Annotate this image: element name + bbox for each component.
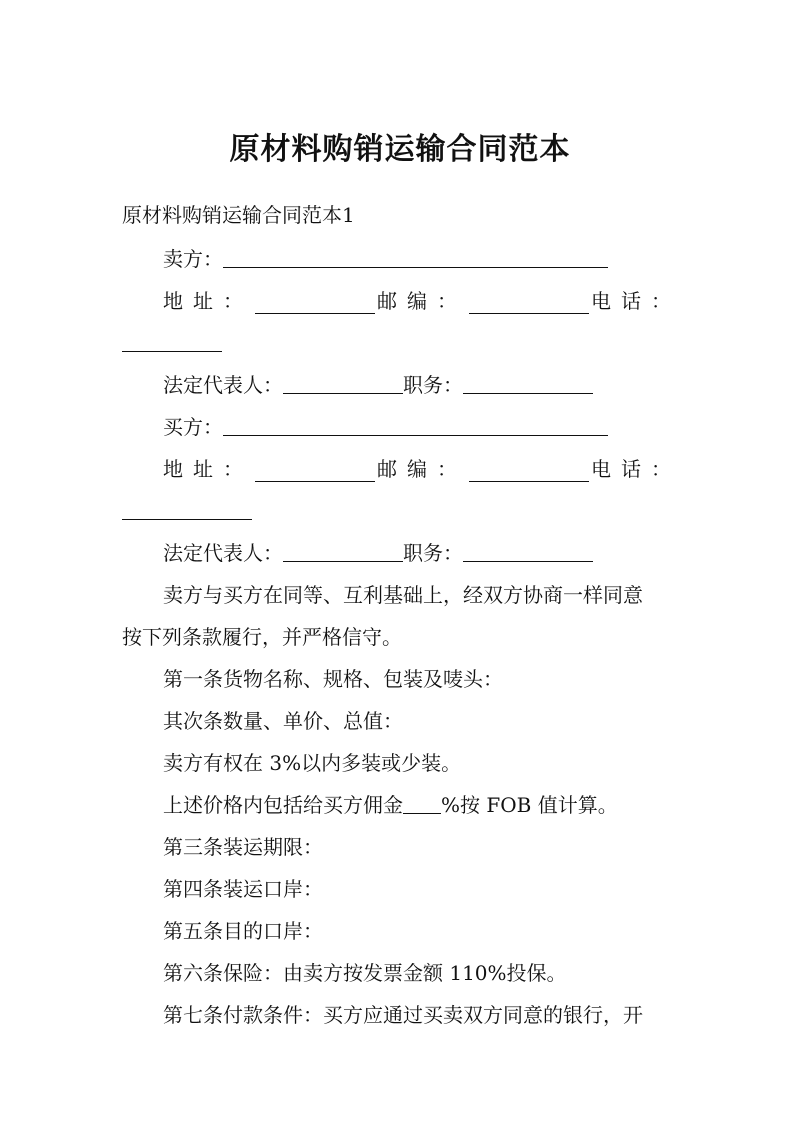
seller-blank [223, 249, 608, 268]
seller-phone-label: 电话： [591, 289, 681, 313]
clause-4: 第四条装运口岸： [163, 877, 323, 901]
document-title: 原材料购销运输合同范本 [229, 132, 571, 167]
seller-position-label: 职务： [403, 373, 463, 397]
seller-legal-rep-blank [283, 375, 403, 394]
seller-phone-row [122, 330, 222, 356]
document-subtitle: 原材料购销运输合同范本1 [122, 203, 355, 227]
commission-blank [403, 795, 441, 814]
seller-phone-blank [122, 333, 222, 352]
seller-address-row [163, 288, 681, 314]
seller-postcode-label: 邮编： [377, 289, 467, 313]
clause-2: 其次条数量、单价、总值： [163, 709, 403, 733]
buyer-blank [223, 417, 608, 436]
seller-address-label: 地址： [163, 289, 253, 313]
clause-5: 第五条目的口岸： [163, 919, 323, 943]
clause-1: 第一条货物名称、规格、包装及唛头： [163, 667, 503, 691]
buyer-address-blank [255, 463, 375, 482]
buyer-legal-rep-label: 法定代表人： [163, 541, 283, 565]
clause-7: 第七条付款条件：买方应通过买卖双方同意的银行，开 [163, 1003, 643, 1027]
buyer-position-label: 职务： [403, 541, 463, 565]
buyer-address-label: 地址： [163, 457, 253, 481]
buyer-address-row [163, 456, 681, 482]
seller-row [163, 246, 608, 272]
commission-prefix: 上述价格内包括给买方佣金 [163, 793, 403, 817]
buyer-position-blank [463, 543, 593, 562]
buyer-legal-row [163, 540, 593, 566]
buyer-postcode-label: 邮编： [377, 457, 467, 481]
buyer-phone-blank [122, 501, 252, 520]
buyer-postcode-blank [469, 463, 589, 482]
intro-paragraph-line-1: 卖方与买方在同等、互利基础上，经双方协商一样同意 [163, 583, 643, 607]
seller-legal-rep-label: 法定代表人： [163, 373, 283, 397]
clause-6: 第六条保险：由卖方按发票金额 110%投保。 [163, 961, 567, 985]
buyer-label: 买方： [163, 415, 223, 439]
clause-3: 第三条装运期限： [163, 835, 323, 859]
seller-label: 卖方： [163, 247, 223, 271]
buyer-legal-rep-blank [283, 543, 403, 562]
buyer-phone-row [122, 498, 252, 524]
clause-2-note: 卖方有权在 3%以内多装或少装。 [163, 751, 462, 775]
seller-legal-row [163, 372, 593, 398]
seller-postcode-blank [469, 295, 589, 314]
seller-position-blank [463, 375, 593, 394]
commission-row [163, 792, 618, 818]
seller-address-blank [255, 295, 375, 314]
intro-paragraph-line-2: 按下列条款履行，并严格信守。 [122, 625, 402, 649]
buyer-phone-label: 电话： [591, 457, 681, 481]
buyer-row [163, 414, 608, 440]
commission-suffix: %按 FOB 值计算。 [441, 793, 618, 817]
